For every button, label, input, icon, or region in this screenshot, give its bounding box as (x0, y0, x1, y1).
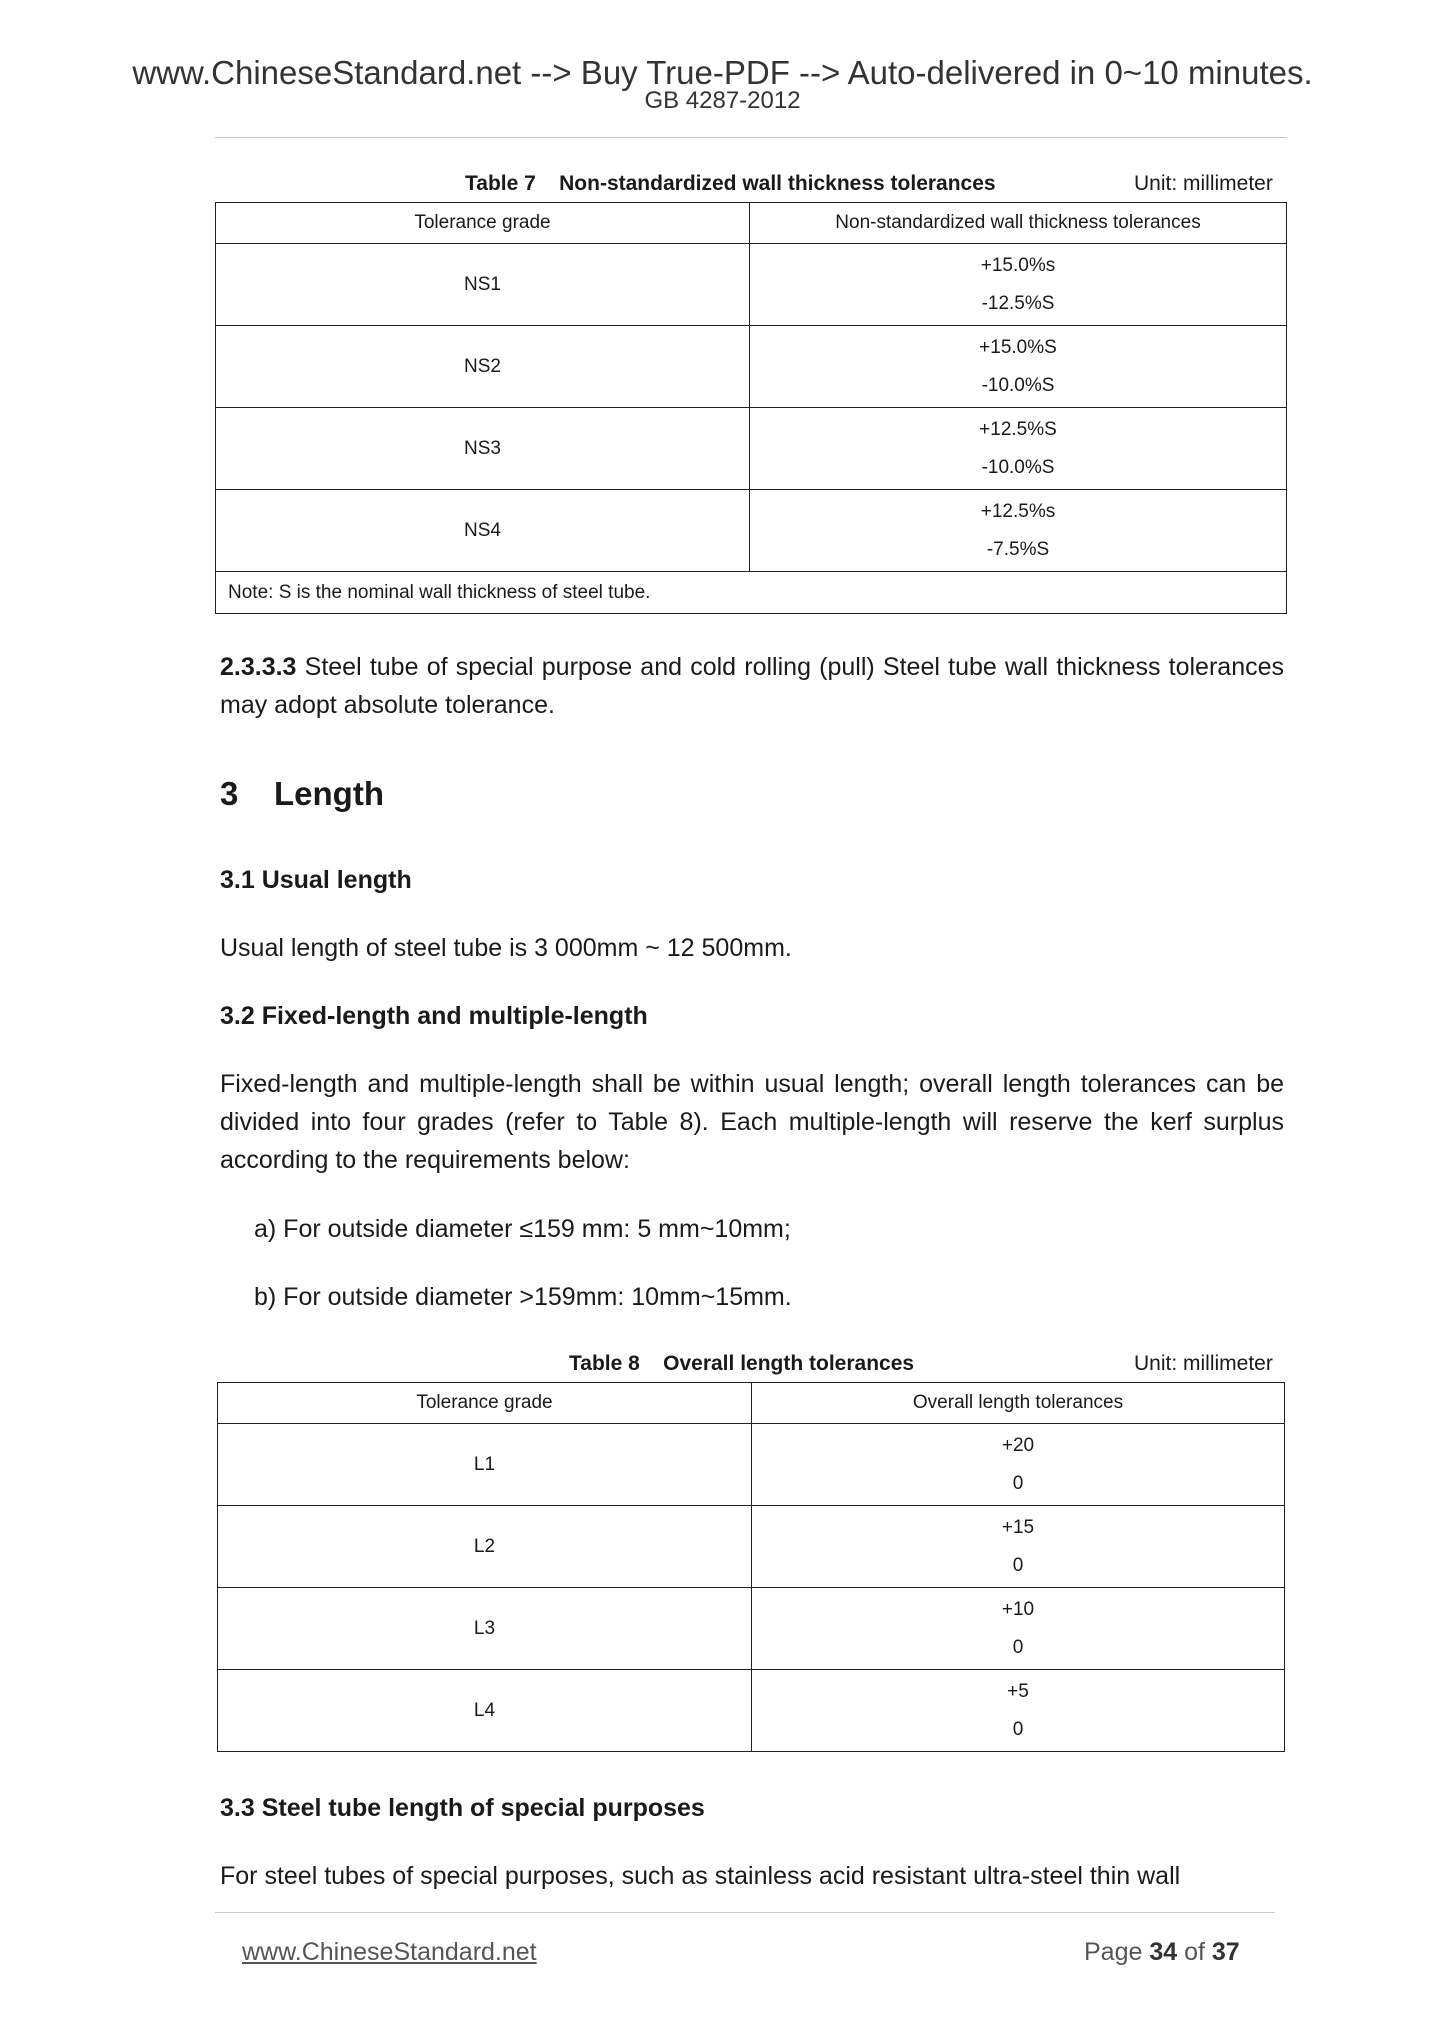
table8-header-grade: Tolerance grade (218, 1383, 752, 1424)
lower-tolerance: -12.5%S (981, 292, 1055, 314)
table8 (217, 1382, 1285, 1752)
lower-tolerance: 0 (1012, 1636, 1024, 1658)
table7-header-grade: Tolerance grade (216, 203, 750, 244)
table7-note-row (216, 572, 1287, 614)
lower-tolerance: 0 (1012, 1554, 1024, 1576)
grade-cell: NS1 (216, 244, 750, 326)
clause-2333-number: 2.3.3.3 (220, 653, 297, 681)
table-row (218, 1670, 1285, 1752)
grade-cell: L4 (218, 1670, 752, 1752)
table-row (218, 1588, 1285, 1670)
table8-header-tolerance: Overall length tolerances (752, 1383, 1285, 1424)
page-number (1084, 1940, 1240, 1965)
grade-cell: NS2 (216, 326, 750, 408)
lower-tolerance: -10.0%S (981, 374, 1055, 396)
header-divider (215, 137, 1287, 138)
table8-unit: Unit: millimeter (1134, 1352, 1273, 1375)
lower-tolerance: -7.5%S (986, 538, 1050, 560)
table7-caption: Table 7 Non-standardized wall thickness tolerances (465, 172, 996, 195)
clause-2333 (220, 648, 1284, 724)
section-3-heading (220, 777, 384, 810)
table7-header-row (216, 203, 1287, 244)
section-3-1-text: Usual length of steel tube is 3 000mm ~ 12 500mm. (220, 934, 792, 962)
table7-unit: Unit: millimeter (1134, 172, 1273, 195)
table7 (215, 202, 1287, 614)
lower-tolerance: -10.0%S (981, 456, 1055, 478)
table7-note: Note: S is the nominal wall thickness of steel tube. (216, 572, 1287, 614)
list-item: b) For outside diameter >159mm: 10mm~15mm. (254, 1283, 792, 1311)
tolerance-cell (752, 1506, 1285, 1588)
grade-cell: L1 (218, 1424, 752, 1506)
upper-tolerance: +10 (1001, 1598, 1035, 1620)
upper-tolerance: +12.5%S (979, 418, 1057, 440)
section-3-title: Length (274, 775, 384, 812)
tolerance-cell (752, 1424, 1285, 1506)
section-3-3-heading: 3.3 Steel tube length of special purposes (220, 1794, 705, 1822)
section-3-3-text: For steel tubes of special purposes, such as stainless acid resistant ultra-steel thin wall (220, 1862, 1181, 1890)
clause-2333-text: Steel tube of special purpose and cold rolling (pull) Steel tube wall thickness tolerances may adopt absolute tolerance. (220, 653, 1284, 719)
table8-header-row (218, 1383, 1285, 1424)
table7-header-tolerance: Non-standardized wall thickness tolerances (750, 203, 1287, 244)
list-item: a) For outside diameter ≤159 mm: 5 mm~10mm; (254, 1215, 791, 1243)
section-3-2-heading: 3.2 Fixed-length and multiple-length (220, 1002, 648, 1030)
tolerance-cell (750, 326, 1287, 408)
section-3-number: 3 (220, 775, 239, 812)
grade-cell: NS4 (216, 490, 750, 572)
upper-tolerance: +15.0%S (979, 336, 1057, 358)
site-banner: www.ChineseStandard.net --> Buy True-PDF --> Auto-delivered in 0~10 minutes. (132, 54, 1313, 91)
footer-divider (215, 1912, 1275, 1913)
table-row (216, 244, 1287, 326)
table-row (218, 1424, 1285, 1506)
upper-tolerance: +12.5%s (980, 500, 1056, 522)
lower-tolerance: 0 (1012, 1472, 1024, 1494)
section-3-1-heading: 3.1 Usual length (220, 866, 412, 894)
standard-code: GB 4287-2012 (644, 87, 801, 114)
grade-cell: L3 (218, 1588, 752, 1670)
table-row (218, 1506, 1285, 1588)
upper-tolerance: +20 (1001, 1434, 1035, 1456)
table-row (216, 326, 1287, 408)
footer-site-link[interactable]: www.ChineseStandard.net (242, 1938, 537, 1966)
grade-cell: L2 (218, 1506, 752, 1588)
tolerance-cell (752, 1588, 1285, 1670)
tolerance-cell (750, 490, 1287, 572)
table-row (216, 490, 1287, 572)
tolerance-cell (750, 244, 1287, 326)
page-total: 37 (1211, 1938, 1240, 1966)
tolerance-cell (750, 408, 1287, 490)
page-of: of (1177, 1938, 1212, 1966)
page-current: 34 (1149, 1938, 1178, 1966)
table-row (216, 408, 1287, 490)
upper-tolerance: +15.0%s (980, 254, 1056, 276)
table8-caption: Table 8 Overall length tolerances (569, 1352, 915, 1375)
lower-tolerance: 0 (1012, 1718, 1024, 1740)
page-prefix: Page (1084, 1938, 1150, 1966)
grade-cell: NS3 (216, 408, 750, 490)
section-3-2-text: Fixed-length and multiple-length shall be within usual length; overall length tolerances can be divided into four grades (refer to Table 8). Each multiple-length will reserve the kerf surplus according to the requirements below: (220, 1070, 1284, 1174)
upper-tolerance: +5 (1007, 1680, 1029, 1702)
upper-tolerance: +15 (1001, 1516, 1035, 1538)
tolerance-cell (752, 1670, 1285, 1752)
